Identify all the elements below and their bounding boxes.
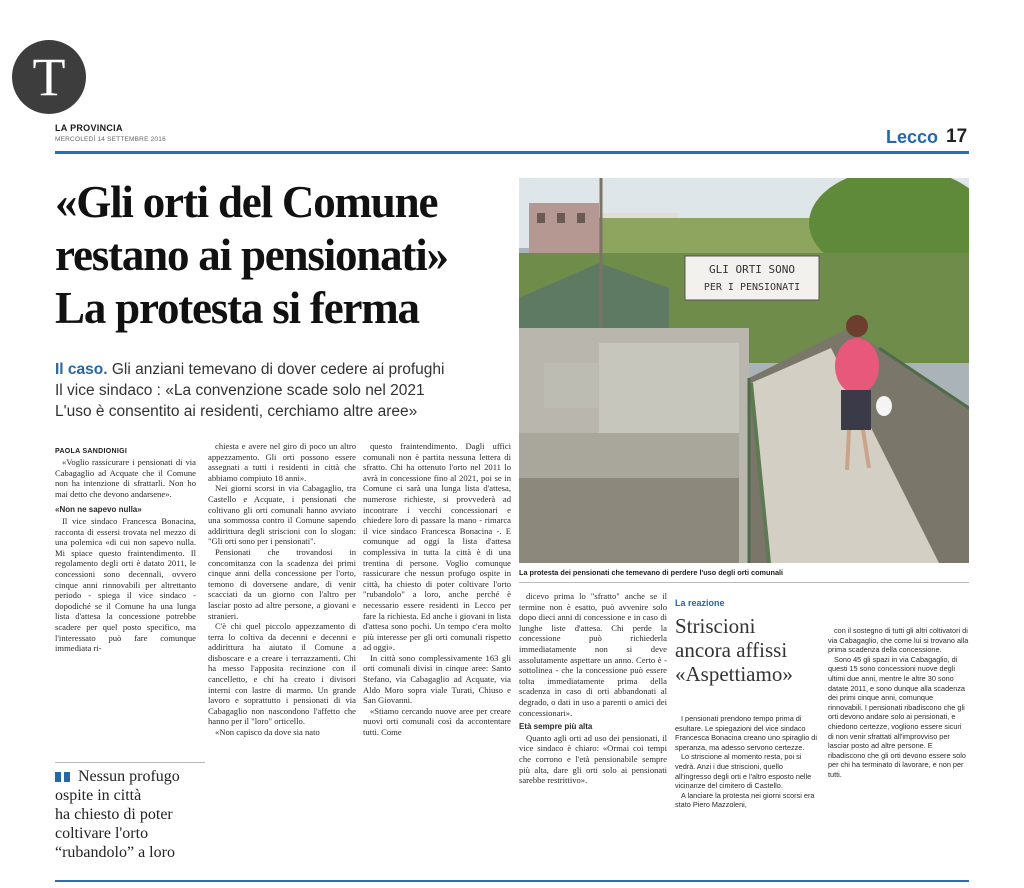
subhead-line: L'uso è consentito ai residenti, cerchiamo altre aree» [55, 403, 418, 420]
pull-quote-line: coltivare l'orto [55, 825, 149, 842]
pull-quote-line: “rubandolo” a loro [55, 844, 175, 861]
sidebar-title [675, 614, 820, 686]
paragraph: «Stiamo cercando nuove aree per creare nuovi orti comunali così da accontentare tutti. Come [363, 705, 511, 738]
paragraph: Lo striscione al momento resta, poi si vedrà. Anzi i due striscioni, quello all'ingresso degli orti e l'altro esposto nelle vicinanze del cimitero di Castello. [675, 752, 812, 791]
byline: PAOLA SANDIONIGI [55, 448, 128, 455]
paragraph: Nei giorni scorsi in via Cabagaglio, tra Castello e Acquate, i pensionati che coltivano gli orti comunali hanno avviato una sommossa contro il Comune sapendo addirittura degli striscioni con lo slogan: "Gli orti sono per i pensionati". [208, 483, 356, 547]
subheading: «Non ne sapevo nulla» [55, 505, 142, 515]
article-column-1 [55, 457, 196, 753]
paragraph: A lanciare la protesta nei giorni scorsi era stato Piero Mazzoleni, [675, 790, 815, 810]
article-photo [519, 178, 969, 563]
article-column-2 [208, 441, 356, 869]
paragraph: Quanto agli orti ad uso dei pensionati, il vice sindaco è chiaro: «Ormai coi tempi che corrono e l'età pensionabile sempre più alta, dare gli orti solo ai pensionati sarebbe restrittivo». [519, 732, 667, 786]
pull-quote-line: ospite in città [55, 787, 142, 804]
garden-photo-illustration [519, 178, 969, 563]
sign-text-line: PER I PENSIONATI [703, 282, 801, 293]
photo-caption: La protesta dei pensionati che temevano di perdere l'uso degli orti comunali [519, 568, 784, 577]
article-column-3 [363, 441, 511, 869]
quote-marks-icon [55, 772, 75, 782]
paragraph: C'è chi quel piccolo appezzamento di terra lo coltiva da decenni e decenni e addirittura ha aiutato il Comune a disboscare e a creare i terrazzamenti. Chi ha messo l'apposita recinzione con il cancelletto, e chi ha creato i divisori interni con lastre di marmo. Un grande lavoro e soprattutto i pensionati di via Cabagaglio non nascondono l'affetto che hanno per il "loro" orticello. [208, 621, 356, 727]
paragraph: Il vice sindaco Francesca Bonacina, racconta di essersi trovata nel mezzo di una polemica «di cui non sapevo nulla. Mi spiace questo fraintendimento. Il regolamento degli orti è datato 2011, le concessioni sono decennali, ovvero cinque anni rinnovabili per altrettanto periodo - spiega il vice sindaco - dopodiché se il Comune ha una lunga lista d'attesa la concessione potrebbe scadere per quel posto specifico, ma l'interessato può fare comunque immediata ri- [55, 515, 196, 654]
paragraph: «Voglio rassicurare i pensionati di via Cabagaglio ad Acquate che il Comune non ha intenzione di sfrattarli. Non ho mai detto che devono andarsene». [55, 457, 196, 499]
headline-line: La protesta si ferma [55, 283, 419, 333]
paragraph: chiesta e avere nel giro di poco un altro appezzamento. Gli orti possono essere assegnati a tutti i residenti in città che abbiamo compiuto 18 anni». [208, 441, 356, 483]
subhead-tag: Il caso. [55, 361, 108, 378]
sidebar-title-line: «Aspettiamo» [675, 662, 793, 686]
page-number: 17 [946, 126, 968, 147]
paragraph: Sono 45 gli spazi in via Cabagaglio, di questi 15 sono concessioni nuove degli ultimi due anni, mentre le altre 30 sono datate 2011, e sono dunque alla scadenza dei primi cinque anni, comunque rinnovabili. I pensionati ribadiscono che gli orti devono andare solo ai pensionati, e chiedono certezze, vogliono essere sicuri di non venir sfrattati all'improvviso per lasciar posto ad altre persone. E ribadiscono che gli orti devono essere solo per chi ha terminato di lavorare, e non per tutti. [828, 654, 966, 779]
sign-text-line: GLI ORTI SONO [708, 263, 796, 276]
article-column-4 [519, 591, 667, 871]
pull-quote-line: Nessun profugo [78, 768, 180, 785]
sidebar-kicker: La reazione [675, 598, 725, 608]
headline-line: restano ai pensionati» [55, 230, 448, 280]
subhead-line: Gli anziani temevano di dover cedere ai profughi [111, 361, 445, 378]
sidebar-column-2 [828, 626, 969, 874]
headline [55, 176, 525, 335]
pull-quote-line: ha chiesto di poter [55, 806, 173, 823]
subheading: Età sempre più alta [519, 722, 593, 732]
paragraph: I pensionati prendono tempo prima di esultare. Le spiegazioni del vice sindaco Francesca Bonacina creano uno spiraglio di speranza, ma adesso servono certezze. [675, 714, 817, 752]
subhead [55, 359, 515, 422]
sidebar-title-line: Striscioni [675, 614, 756, 638]
sidebar-column-1 [675, 714, 820, 874]
paragraph: «Non capisco da dove sia nato [215, 727, 320, 738]
bottom-rule [55, 880, 969, 882]
divider [519, 582, 969, 583]
top-rule [55, 151, 969, 154]
section-name: Lecco [886, 127, 939, 147]
paragraph: Pensionati che trovandosi in concomitanza con la scadenza dei primi cinque anni della concessione per l'orto, temono di doversene andare, di venir scacciati da un giorno con l'altro per lasciar posto ad altre persone, a giovani e stranieri. [208, 546, 356, 621]
headline-line: «Gli orti del Comune [55, 177, 438, 227]
paragraph: con il sostegno di tutti gli altri coltivatori di via Cabagaglio, che come lui si trovano alla prima scadenza della concessione. [828, 626, 969, 655]
paragraph: In città sono complessivamente 163 gli orti comunali divisi in cinque aree: Santo Stefano, via Cabagaglio ad Acquate, via Aldo Moro sopra viale Turati, Chiuso e San Giovanni. [363, 652, 511, 706]
newspaper-name: LA PROVINCIA [55, 123, 123, 133]
sidebar-title-line: ancora affissi [675, 638, 788, 662]
publisher-logo: T [12, 40, 86, 114]
subhead-line: Il vice sindaco : «La convenzione scade solo nel 2021 [55, 382, 425, 399]
pull-quote [55, 762, 205, 862]
paragraph: questo fraintendimento. Dagli uffici comunali non è partita nessuna lettera di sfratto. Chi ha ottenuto l'orto nel 2011 lo avrà in concessione fino al 2021, poi se in Comune ci sarà una lunga lista d'attesa, numerose richieste, si provvederà ad incontrare i vecchi concessionari e chiedere loro di passare la mano - rimarca il vice sindaco Francesca Bonacina -. E comunque ad oggi la lista d'attesa complessiva in tutta la città è di una trentina di persone. Voglio comunque rassicurare che nessun profugo ospite in città, ha chiesto di poter coltivare l'orto "rubandolo" a loro, anche perché è necessario essere residenti in Lecco per fare la richiesta. Ed anche i giovani in lista d'attesa sono pochi. Un tempo c'era molto più interesse per gli orti comunali rispetto ad oggi». [363, 441, 511, 653]
issue-date: MERCOLEDÌ 14 SETTEMBRE 2016 [55, 136, 166, 143]
paragraph: dicevo prima lo "sfratto" anche se il termine non è esatto, può avvenire solo dopo dieci anni di concessione e in caso di lunghe liste d'attesa. Chi perde la concessione può richiederla immediatamente non si deve assolutamente aspettare un anno. Certo è - sottolinea - che la concessione può essere tolta immediatamente prima della scadenza in caso di orti abbandonati al degrado, o dati in uso a parenti o amici dei concessionari». [519, 591, 667, 718]
